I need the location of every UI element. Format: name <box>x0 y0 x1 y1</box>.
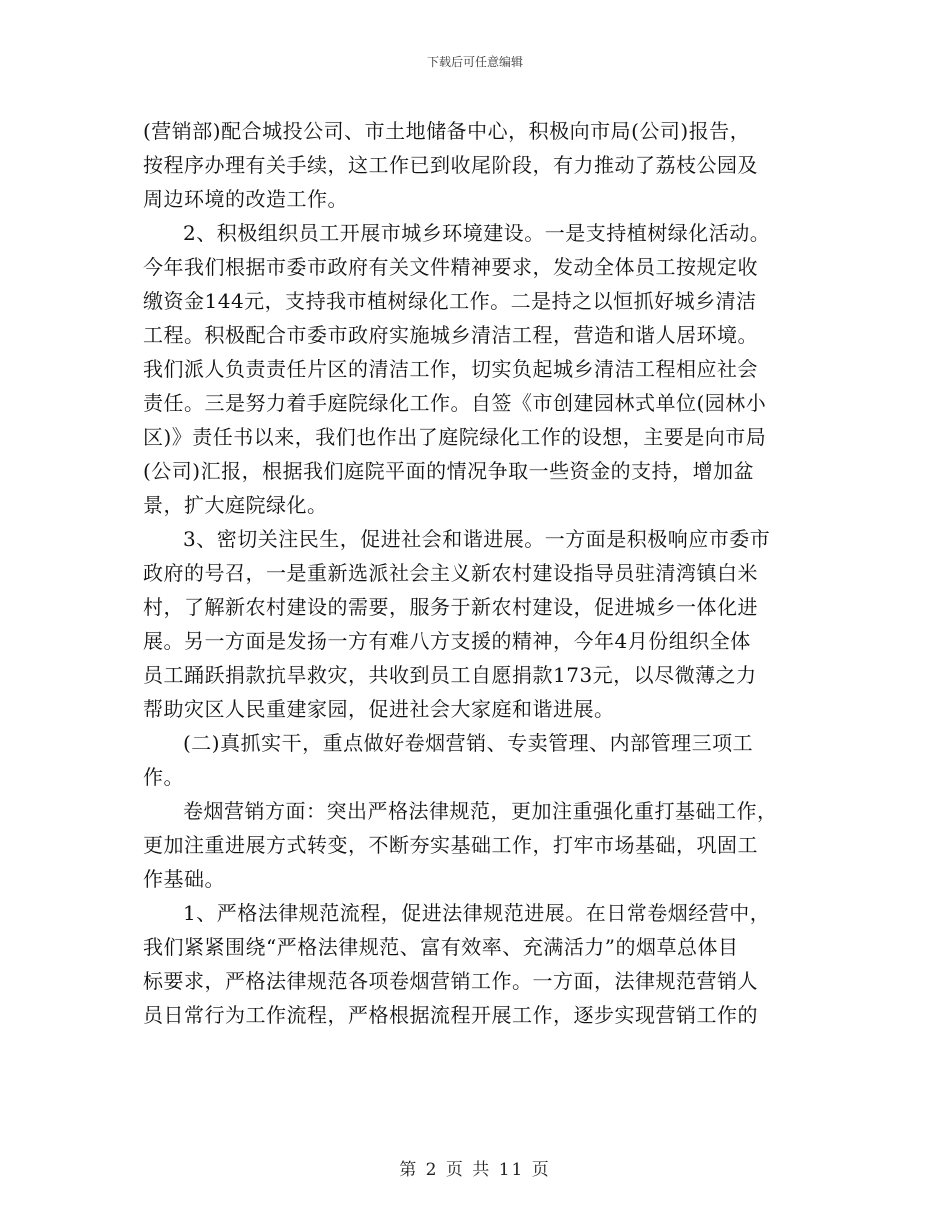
document-body <box>143 114 811 1032</box>
text-line: 标要求，严格法律规范各项卷烟营销工作。一方面，法律规范营销人 <box>143 969 758 993</box>
text-line: 缴资金144元，支持我市植树绿化工作。二是持之以恒抓好城乡清洁 <box>143 289 757 313</box>
page-number-footer: 第 2 页 共 11 页 <box>399 1160 551 1180</box>
text-line: 员日常行为工作流程，严格根据流程开展工作，逐步实现营销工作的 <box>143 1003 758 1027</box>
text-line: (营销部)配合城投公司、市土地储备中心，积极向市局(公司)报告， <box>143 119 751 143</box>
text-line: 更加注重进展方式转变，不断夯实基础工作，打牢市场基础，巩固工 <box>143 833 758 857</box>
text-line: 区)》责任书以来，我们也作出了庭院绿化工作的设想，主要是向市局 <box>143 425 767 449</box>
text-line: 3、密切关注民生，促进社会和谐进展。一方面是积极响应市委市 <box>183 527 771 551</box>
text-line: 我们紧紧围绕“严格法律规范、富有效率、充满活力”的烟草总体目 <box>143 935 739 959</box>
text-line: (公司)汇报，根据我们庭院平面的情况争取一些资金的支持，增加盆 <box>143 459 755 483</box>
text-line: (二)真抓实干，重点做好卷烟营销、专卖管理、内部管理三项工 <box>183 731 754 755</box>
text-line: 周边环境的改造工作。 <box>143 187 348 211</box>
text-line: 员工踊跃捐款抗旱救灾，共收到员工自愿捐款173元，以尽微薄之力 <box>143 663 757 687</box>
text-line: 今年我们根据市委市政府有关文件精神要求，发动全体员工按规定收 <box>143 255 758 279</box>
text-line: 政府的号召，一是重新选派社会主义新农村建设指导员驻清湾镇白米 <box>143 561 758 585</box>
text-line: 帮助灾区人民重建家园，促进社会大家庭和谐进展。 <box>143 697 615 721</box>
text-line: 1、严格法律规范流程，促进法律规范进展。在日常卷烟经营中， <box>183 901 771 925</box>
text-line: 作基础。 <box>143 867 225 891</box>
text-line: 展。另一方面是发扬一方有难八方支援的精神，今年4月份组织全体 <box>143 629 751 653</box>
text-line: 村，了解新农村建设的需要，服务于新农村建设，促进城乡一体化进 <box>143 595 758 619</box>
text-line: 我们派人负责责任片区的清洁工作，切实负起城乡清洁工程相应社会 <box>143 357 758 381</box>
text-line: 作。 <box>143 765 184 789</box>
text-line: 2、积极组织员工开展市城乡环境建设。一是支持植树绿化活动。 <box>183 221 771 245</box>
page-header: 下载后可任意编辑 <box>426 55 523 69</box>
text-line: 按程序办理有关手续，这工作已到收尾阶段，有力推动了荔枝公园及 <box>143 153 758 177</box>
text-line: 工程。积极配合市委市政府实施城乡清洁工程，营造和谐人居环境。 <box>143 323 758 347</box>
text-line: 景，扩大庭院绿化。 <box>143 493 328 517</box>
text-line: 卷烟营销方面：突出严格法律规范，更加注重强化重打基础工作， <box>183 799 778 823</box>
text-line: 责任。三是努力着手庭院绿化工作。自签《市创建园林式单位(园林小 <box>143 391 767 415</box>
